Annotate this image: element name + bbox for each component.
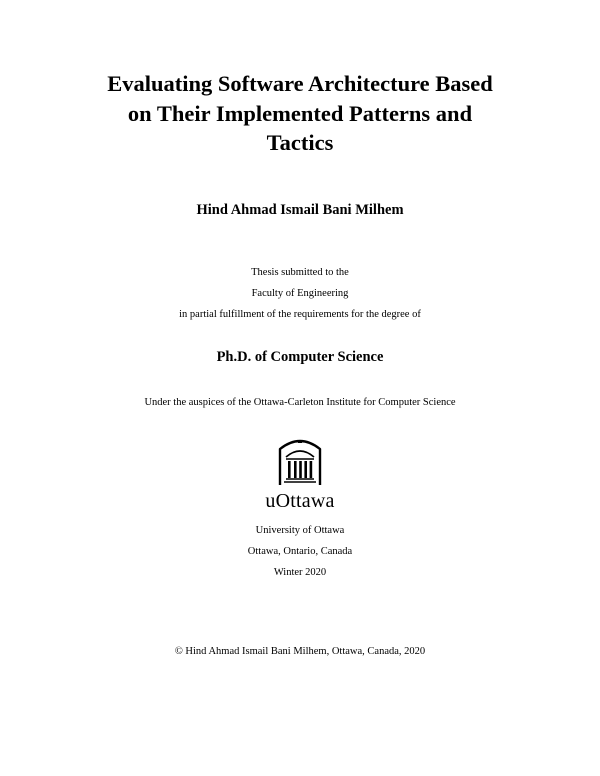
auspices-text: Under the auspices of the Ottawa-Carleton Institute for Computer Science (144, 397, 456, 408)
copyright-notice: © Hind Ahmad Ismail Bani Milhem, Ottawa, Canada, 2020 (174, 646, 426, 657)
institution-line-2: Ottawa, Ontario, Canada (247, 546, 353, 557)
institution-line-1: University of Ottawa (255, 525, 345, 536)
uottawa-wordmark: uOttawa (265, 490, 335, 512)
institution-line-3: Winter 2020 (273, 567, 327, 578)
submission-line-1: Thesis submitted to the (251, 267, 349, 278)
submission-line-2: Faculty of Engineering (251, 288, 349, 299)
submission-line-3: in partial fulfillment of the requirements for the degree of (179, 309, 421, 320)
title-line-3: Tactics (266, 130, 334, 155)
university-building-icon (277, 437, 323, 487)
degree-name: Ph.D. of Computer Science (216, 349, 384, 365)
title-line-1: Evaluating Software Architecture Based (107, 71, 493, 96)
title-line-2: on Their Implemented Patterns and (127, 101, 473, 126)
author-name: Hind Ahmad Ismail Bani Milhem (196, 202, 404, 218)
